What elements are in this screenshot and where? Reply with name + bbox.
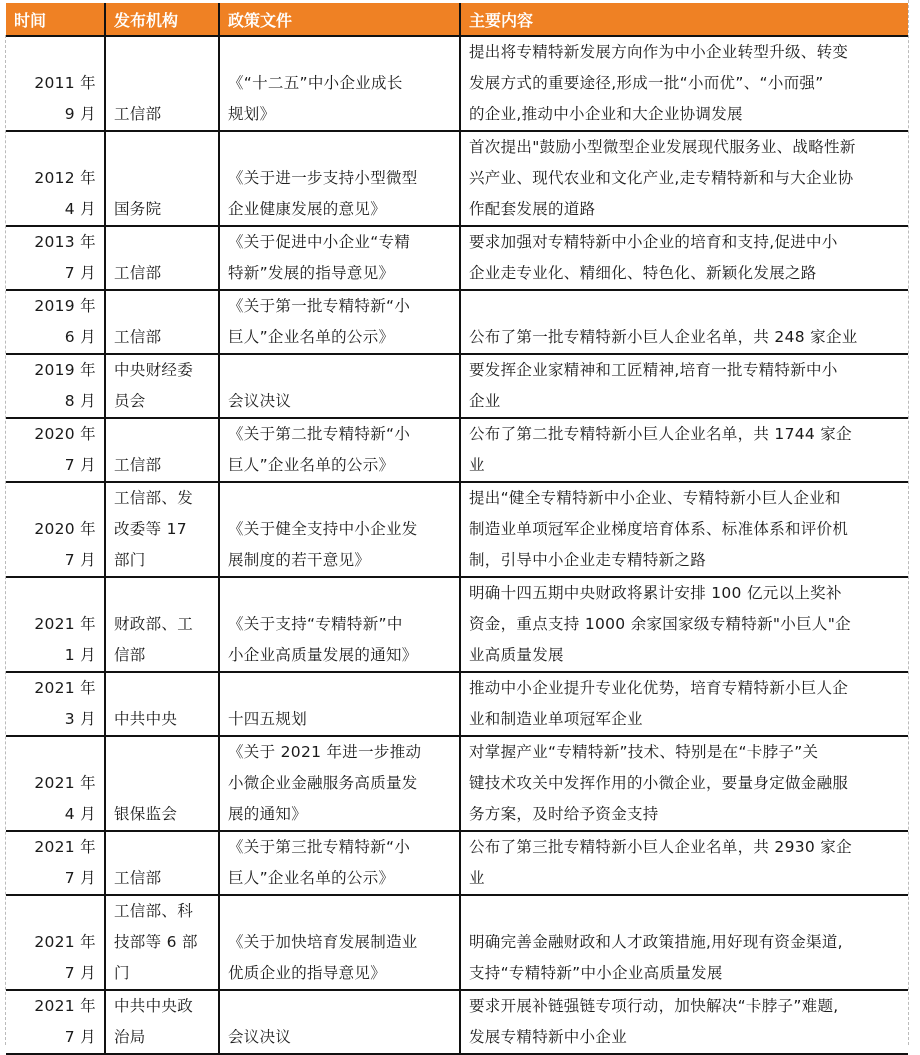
cell-time: 2020 年 7 月 bbox=[6, 482, 105, 577]
cell-org: 工信部 bbox=[105, 226, 219, 290]
table-row bbox=[6, 990, 908, 1054]
header-time: 时间 bbox=[6, 3, 105, 36]
cell-doc: 《关于第一批专精特新“小 巨人”企业名单的公示》 bbox=[219, 290, 460, 354]
table-row bbox=[6, 290, 908, 354]
cell-org: 中共中央 bbox=[105, 672, 219, 736]
cell-content: 首次提出"鼓励小型微型企业发展现代服务业、战略性新 兴产业、现代农业和文化产业,走专精特新和与大企业协 作配套发展的道路 bbox=[460, 131, 908, 226]
cell-doc: 《“十二五”中小企业成长 规划》 bbox=[219, 36, 460, 131]
table-row bbox=[6, 226, 908, 290]
cell-doc: 会议决议 bbox=[219, 990, 460, 1054]
cell-org: 工信部 bbox=[105, 290, 219, 354]
cell-time: 2012 年 4 月 bbox=[6, 131, 105, 226]
cell-content: 提出将专精特新发展方向作为中小企业转型升级、转变 发展方式的重要途径,形成一批“小而优”、“小而强” 的企业,推动中小企业和大企业协调发展 bbox=[460, 36, 908, 131]
cell-content: 公布了第二批专精特新小巨人企业名单，共 1744 家企 业 bbox=[460, 418, 908, 482]
table-row bbox=[6, 736, 908, 831]
cell-doc: 《关于促进中小企业“专精 特新”发展的指导意见》 bbox=[219, 226, 460, 290]
cell-time: 2019 年 8 月 bbox=[6, 354, 105, 418]
cell-org: 工信部、发 改委等 17 部门 bbox=[105, 482, 219, 577]
cell-org: 工信部 bbox=[105, 831, 219, 895]
policy-table bbox=[6, 3, 908, 1055]
cell-doc: 《关于第三批专精特新“小 巨人”企业名单的公示》 bbox=[219, 831, 460, 895]
cell-content: 要求加强对专精特新中小企业的培育和支持,促进中小 企业走专业化、精细化、特色化、新颖化发展之路 bbox=[460, 226, 908, 290]
table-row bbox=[6, 895, 908, 990]
cell-time: 2021 年 7 月 bbox=[6, 895, 105, 990]
cell-content: 对掌握产业“专精特新”技术、特别是在“卡脖子”关 键技术攻关中发挥作用的小微企业，要量身定做金融服 务方案，及时给予资金支持 bbox=[460, 736, 908, 831]
header-org: 发布机构 bbox=[105, 3, 219, 36]
cell-time: 2013 年 7 月 bbox=[6, 226, 105, 290]
cell-content: 要求开展补链强链专项行动，加快解决“卡脖子”难题, 发展专精特新中小企业 bbox=[460, 990, 908, 1054]
cell-doc: 《关于第二批专精特新“小 巨人”企业名单的公示》 bbox=[219, 418, 460, 482]
cell-content: 明确完善金融财政和人才政策措施,用好现有资金渠道, 支持“专精特新”中小企业高质量发展 bbox=[460, 895, 908, 990]
header-doc: 政策文件 bbox=[219, 3, 460, 36]
header-content: 主要内容 bbox=[460, 3, 908, 36]
table-row bbox=[6, 482, 908, 577]
cell-content: 明确十四五期中央财政将累计安排 100 亿元以上奖补 资金，重点支持 1000 余家国家级专精特新"小巨人"企 业高质量发展 bbox=[460, 577, 908, 672]
cell-time: 2020 年 7 月 bbox=[6, 418, 105, 482]
cell-time: 2019 年 6 月 bbox=[6, 290, 105, 354]
cell-doc: 会议决议 bbox=[219, 354, 460, 418]
header-row bbox=[6, 3, 908, 36]
table-row bbox=[6, 577, 908, 672]
cell-content: 提出“健全专精特新中小企业、专精特新小巨人企业和 制造业单项冠军企业梯度培育体系、标准体系和评价机 制，引导中小企业走专精特新之路 bbox=[460, 482, 908, 577]
cell-org: 银保监会 bbox=[105, 736, 219, 831]
cell-org: 中共中央政 治局 bbox=[105, 990, 219, 1054]
cell-time: 2021 年 3 月 bbox=[6, 672, 105, 736]
cell-time: 2011 年 9 月 bbox=[6, 36, 105, 131]
table-row bbox=[6, 354, 908, 418]
table-row bbox=[6, 418, 908, 482]
cell-org: 中央财经委 员会 bbox=[105, 354, 219, 418]
cell-content: 公布了第一批专精特新小巨人企业名单，共 248 家企业 bbox=[460, 290, 908, 354]
cell-org: 工信部 bbox=[105, 418, 219, 482]
cell-time: 2021 年 7 月 bbox=[6, 831, 105, 895]
cell-doc: 《关于 2021 年进一步推动 小微企业金融服务高质量发 展的通知》 bbox=[219, 736, 460, 831]
cell-org: 工信部 bbox=[105, 36, 219, 131]
cell-org: 国务院 bbox=[105, 131, 219, 226]
cell-content: 公布了第三批专精特新小巨人企业名单，共 2930 家企 业 bbox=[460, 831, 908, 895]
table-row bbox=[6, 36, 908, 131]
cell-time: 2021 年 7 月 bbox=[6, 990, 105, 1054]
cell-time: 2021 年 4 月 bbox=[6, 736, 105, 831]
cell-content: 推动中小企业提升专业化优势，培育专精特新小巨人企 业和制造业单项冠军企业 bbox=[460, 672, 908, 736]
cell-doc: 《关于加快培育发展制造业 优质企业的指导意见》 bbox=[219, 895, 460, 990]
cell-doc: 《关于健全支持中小企业发 展制度的若干意见》 bbox=[219, 482, 460, 577]
cell-doc: 《关于进一步支持小型微型 企业健康发展的意见》 bbox=[219, 131, 460, 226]
table-row bbox=[6, 831, 908, 895]
cell-doc: 十四五规划 bbox=[219, 672, 460, 736]
table-row bbox=[6, 672, 908, 736]
table-row bbox=[6, 131, 908, 226]
cell-org: 财政部、工 信部 bbox=[105, 577, 219, 672]
page-edge-right bbox=[908, 0, 909, 1045]
cell-content: 要发挥企业家精神和工匠精神,培育一批专精特新中小 企业 bbox=[460, 354, 908, 418]
cell-time: 2021 年 1 月 bbox=[6, 577, 105, 672]
cell-org: 工信部、科 技部等 6 部 门 bbox=[105, 895, 219, 990]
cell-doc: 《关于支持“专精特新”中 小企业高质量发展的通知》 bbox=[219, 577, 460, 672]
